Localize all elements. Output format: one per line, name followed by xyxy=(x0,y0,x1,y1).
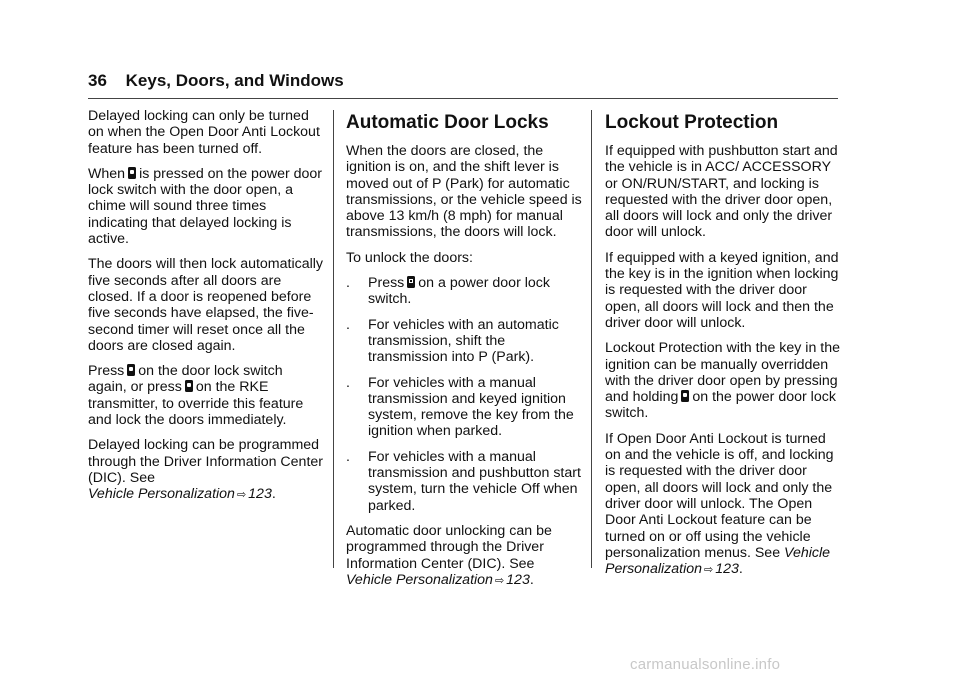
paragraph: Automatic door unlocking can be programmed through the Driver Information Center (DIC). See Vehicle Personalization ⇨ 123. xyxy=(346,522,552,588)
paragraph: To unlock the doors: xyxy=(346,249,473,266)
paragraph: Press on the door lock switch again, or press on the RKE transmitter, to override this feature and lock the doors immediately. xyxy=(88,363,304,429)
page-header xyxy=(88,71,344,91)
lock-icon xyxy=(680,389,690,403)
list-item: . For vehicles with a manual transmission and pushbutton start system, turn the vehicle Off when parked. xyxy=(346,448,581,514)
page-number: 36 xyxy=(88,71,107,90)
page-reference: 123 xyxy=(248,486,272,503)
vehicle-personalization-link[interactable]: Vehicle Personalization xyxy=(88,486,235,503)
page-reference: 123 xyxy=(715,561,739,578)
paragraph: Delayed locking can be programmed through the Driver Information Center (DIC). See Vehicle Personalization ⇨ 123. xyxy=(88,437,323,503)
paragraph: Lockout Protection with the key in the ignition can be manually overridden with the driver door open by pressing and holding on the power door lock switch. xyxy=(605,340,841,422)
paragraph: When is pressed on the power door lock switch with the door open, a chime will sound three times indicating that delayed locking is active. xyxy=(88,165,323,248)
page-reference-icon: ⇨ xyxy=(704,564,714,577)
unlock-icon xyxy=(406,275,416,289)
watermark: carmanualsonline.info xyxy=(630,656,781,673)
column-divider-1 xyxy=(333,110,334,568)
vehicle-personalization-link[interactable]: Vehicle Personalization xyxy=(346,571,493,588)
list-item: . For vehicles with a manual transmission and keyed ignition system, remove the key from the ignition when parked. xyxy=(346,374,574,440)
paragraph: If equipped with a keyed ignition, and the key is in the ignition when locking is requested with the driver door open, all doors will lock and then the driver door will unlock. xyxy=(605,249,839,331)
page-reference: 123 xyxy=(506,571,530,588)
column-divider-2 xyxy=(591,110,592,568)
section-heading: Lockout Protection xyxy=(605,112,779,133)
section-title: Keys, Doors, and Windows xyxy=(125,71,344,90)
middle-column xyxy=(346,108,582,598)
list-item: . Press on a power door lock switch. xyxy=(346,275,550,308)
page-reference-icon: ⇨ xyxy=(236,489,247,502)
paragraph: When the doors are closed, the ignition is on, and the shift lever is moved out of P (Park) for automatic transmissions, or the vehicle speed is above 13 km/h (8 mph) for manual transmissions, the doors will lock. xyxy=(346,143,582,241)
left-column xyxy=(88,108,324,513)
paragraph: If equipped with pushbutton start and the vehicle is in ACC/ ACCESSORY or ON/RUN/START, and locking is requested with the driver door open, all doors will lock and only the driver door will unlock. xyxy=(605,143,838,241)
right-column xyxy=(605,108,841,587)
lock-icon xyxy=(184,379,194,393)
section-heading: Automatic Door Locks xyxy=(346,112,549,133)
header-divider xyxy=(88,98,838,99)
lock-icon xyxy=(126,363,136,377)
vehicle-personalization-link[interactable]: Vehicle Personalization xyxy=(605,544,831,578)
paragraph: If Open Door Anti Lockout is turned on and the vehicle is off, and locking is requested with the driver door open, all doors will lock and only the driver door will unlock. The Open Door Anti Lockout feature can be turned on or off using the vehicle personalization menus. See Vehicle Personalization ⇨ 123. xyxy=(605,430,834,578)
lock-icon xyxy=(127,166,137,180)
list-item: . For vehicles with an automatic transmission, shift the transmission into P (Park). xyxy=(346,316,559,366)
paragraph: Delayed locking can only be turned on when the Open Door Anti Lockout feature has been turned off. xyxy=(88,108,320,157)
page-reference-icon: ⇨ xyxy=(494,574,505,587)
paragraph: The doors will then lock automatically five seconds after all doors are closed. If a door is reopened before five seconds have elapsed, the five-second timer will reset once all the doors are closed again. xyxy=(88,256,323,354)
